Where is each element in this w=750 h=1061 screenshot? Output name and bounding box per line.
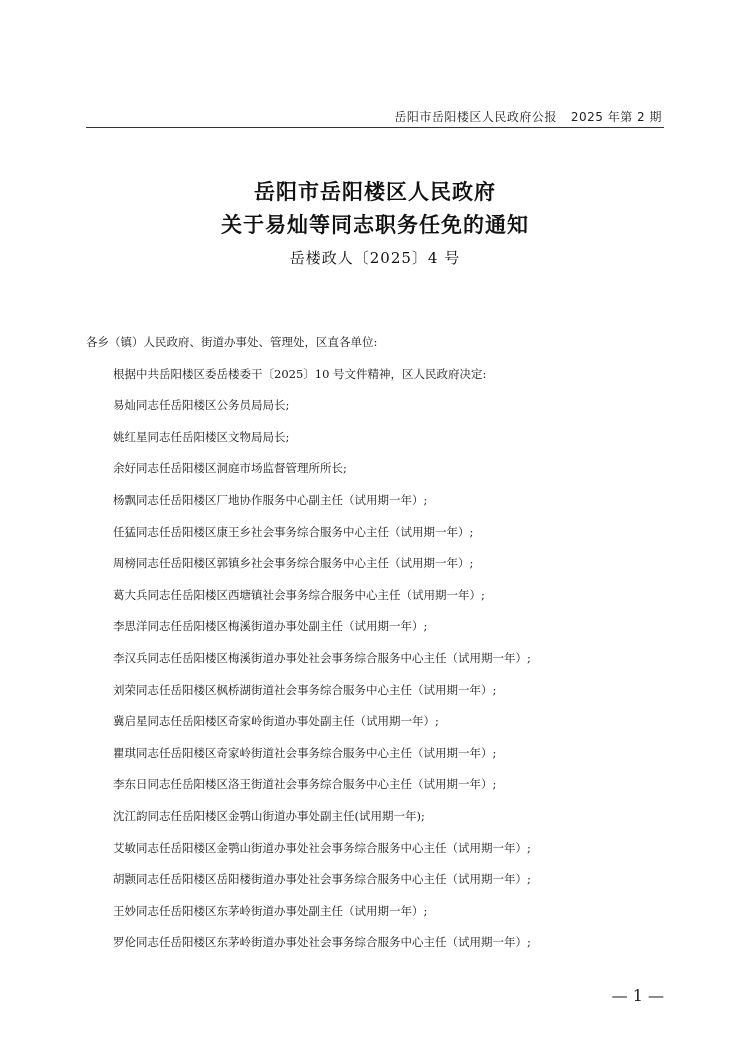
paragraph-preamble: 根据中共岳阳楼区委岳楼委干〔2025〕10 号文件精神，区人民政府决定: <box>113 366 487 381</box>
appointment-item: 姚红星同志任岳阳楼区文物局局长; <box>113 429 290 444</box>
appointment-item: 瞿琪同志任岳阳楼区奇家岭街道社会事务综合服务中心主任（试用期一年）; <box>113 745 497 760</box>
appointment-item: 刘荣同志任岳阳楼区枫桥湖街道社会事务综合服务中心主任（试用期一年）; <box>113 682 497 697</box>
page-number: — 1 — <box>611 986 664 1005</box>
appointment-item: 胡颢同志任岳阳楼区岳阳楼街道办事处社会事务综合服务中心主任（试用期一年）; <box>113 872 531 887</box>
appointment-item: 李汉兵同志任岳阳楼区梅溪街道办事处社会事务综合服务中心主任（试用期一年）; <box>113 650 531 665</box>
appointment-item: 葛大兵同志任岳阳楼区西塘镇社会事务综合服务中心主任（试用期一年）; <box>113 587 485 602</box>
header-rule <box>86 127 664 128</box>
body-text <box>86 327 664 959</box>
appointment-item: 艾敏同志任岳阳楼区金鹗山街道办事处社会事务综合服务中心主任（试用期一年）; <box>113 840 531 855</box>
running-header <box>394 108 662 125</box>
salutation: 各乡（镇）人民政府、街道办事处、管理处，区直各单位: <box>86 335 378 349</box>
appointment-item: 李东日同志任岳阳楼区洛王街道社会事务综合服务中心主任（试用期一年）; <box>113 777 497 792</box>
appointment-item: 冀启星同志任岳阳楼区奇家岭街道办事处副主任（试用期一年）; <box>113 714 439 729</box>
appointment-item: 周榜同志任岳阳楼区郭镇乡社会事务综合服务中心主任（试用期一年）; <box>113 556 474 571</box>
publication-name: 岳阳市岳阳楼区人民政府公报 <box>394 110 557 124</box>
appointment-item: 杨飘同志任岳阳楼区厂地协作服务中心副主任（试用期一年）; <box>113 492 428 507</box>
title-line-2: 关于易灿等同志职务任免的通知 <box>221 212 529 237</box>
appointment-item: 易灿同志任岳阳楼区公务员局局长; <box>113 398 290 413</box>
appointment-item: 李思洋同志任岳阳楼区梅溪街道办事处副主任（试用期一年）; <box>113 619 428 634</box>
appointment-item: 余好同志任岳阳楼区洞庭市场监督管理所所长; <box>113 461 347 476</box>
appointment-item: 罗伦同志任岳阳楼区东茅岭街道办事处社会事务综合服务中心主任（试用期一年）; <box>113 935 531 950</box>
appointment-item: 任猛同志任岳阳楼区康王乡社会事务综合服务中心主任（试用期一年）; <box>113 524 474 539</box>
appointment-item: 王妙同志任岳阳楼区东茅岭街道办事处副主任（试用期一年）; <box>113 903 428 918</box>
title-block <box>0 175 750 273</box>
title-line-1: 岳阳市岳阳楼区人民政府 <box>254 179 496 204</box>
issue-number: 2025 年第 2 期 <box>570 110 662 124</box>
appointment-item: 沈江韵同志任岳阳楼区金鹗山街道办事处副主任(试用期一年); <box>113 808 425 823</box>
document-number: 岳楼政人〔2025〕4 号 <box>289 249 461 267</box>
